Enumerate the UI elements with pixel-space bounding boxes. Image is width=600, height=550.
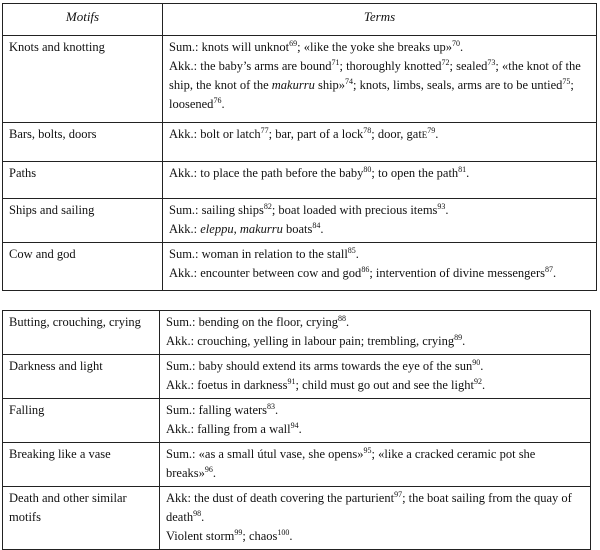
- header-motifs: Motifs: [3, 4, 163, 36]
- footnote-ref: 100: [277, 527, 290, 537]
- table-row: [3, 311, 591, 355]
- motifs-table-2: [2, 310, 591, 550]
- footnote-ref: 79: [427, 125, 436, 135]
- terms-line: [166, 357, 584, 376]
- terms-text: Sum.: «as a small útul vase, she opens»: [166, 447, 364, 461]
- terms-line: [169, 201, 590, 220]
- motif-cell: Cow and god: [3, 243, 163, 291]
- terms-cell: [160, 487, 591, 550]
- table-row: [3, 443, 591, 487]
- terms-line: [166, 527, 584, 546]
- motif-cell: Falling: [3, 399, 160, 443]
- terms-line: [166, 376, 584, 395]
- motif-cell: Knots and knotting: [3, 36, 163, 123]
- terms-cell: [160, 399, 591, 443]
- terms-text: .: [298, 422, 302, 436]
- terms-text: ; intervention of divine messengers: [369, 266, 545, 280]
- footnote-ref: 74: [345, 76, 354, 86]
- terms-text: Sum.: falling waters: [166, 403, 268, 417]
- terms-line: [169, 220, 590, 239]
- footnote-ref: 93: [437, 201, 446, 211]
- footnote-ref: 97: [394, 489, 403, 499]
- footnote-ref: 83: [267, 401, 276, 411]
- motif-cell: Death and other similar motifs: [3, 487, 160, 550]
- italic-term: makurru: [271, 78, 315, 92]
- terms-text: ; the boat sailing from the quay of death: [166, 491, 572, 524]
- terms-text: ; thoroughly knotted: [339, 59, 442, 73]
- motif-cell: Breaking like a vase: [3, 443, 160, 487]
- table-row: [3, 123, 597, 162]
- footnote-ref: 85: [347, 245, 356, 255]
- footnote-ref: 90: [472, 357, 481, 367]
- terms-text: ; sealed: [449, 59, 488, 73]
- small-caps-text: e: [421, 127, 428, 141]
- terms-text: ; boat loaded with precious items: [271, 203, 438, 217]
- terms-line: [169, 245, 590, 264]
- terms-text: .: [221, 97, 225, 111]
- footnote-ref: 89: [454, 332, 463, 342]
- terms-text: ; knots, limbs, seals, arms are to be untied: [353, 78, 563, 92]
- footnote-ref: 88: [338, 313, 347, 323]
- terms-line: [169, 164, 590, 183]
- footnote-ref: 92: [473, 376, 482, 386]
- footnote-ref: 77: [260, 125, 269, 135]
- terms-text: Sum.: bending on the floor, crying: [166, 315, 339, 329]
- terms-text: .: [481, 378, 486, 392]
- terms-line: [166, 420, 584, 439]
- motif-cell: Butting, crouching, crying: [3, 311, 160, 355]
- terms-text: boats: [282, 222, 313, 236]
- terms-line: [169, 57, 590, 114]
- table-row: [3, 487, 591, 550]
- footnote-ref: 96: [204, 464, 213, 474]
- terms-text: .: [435, 127, 439, 141]
- motifs-table-1: [2, 3, 597, 291]
- terms-text: Akk.: the baby’s arms are bound: [169, 59, 332, 73]
- terms-text: Akk: the dust of death covering the parturient: [166, 491, 395, 505]
- footnote-ref: 81: [458, 164, 467, 174]
- motif-cell: Bars, bolts, doors: [3, 123, 163, 162]
- table-row: [3, 162, 597, 199]
- italic-term: eleppu, makurru: [200, 222, 283, 236]
- table-row: [3, 243, 597, 291]
- table-row: [3, 355, 591, 399]
- terms-text: ; to open the path: [371, 166, 459, 180]
- table-row: [3, 399, 591, 443]
- terms-text: ; «the knot of the ship, the knot of the: [169, 59, 581, 92]
- terms-text: .: [445, 203, 449, 217]
- terms-text: ; child must go out and see the light: [295, 378, 474, 392]
- terms-text: Akk.: falling from a wall: [166, 422, 291, 436]
- motif-cell: Ships and sailing: [3, 199, 163, 243]
- terms-line: [169, 125, 590, 144]
- footnote-ref: 73: [487, 57, 496, 67]
- terms-text: .: [201, 510, 205, 524]
- terms-text: Violent storm: [166, 529, 235, 543]
- terms-text: Sum.: knots will unknot: [169, 40, 290, 54]
- terms-cell: [163, 36, 597, 123]
- footnote-ref: 95: [363, 445, 372, 455]
- motif-cell: Paths: [3, 162, 163, 199]
- terms-cell: [163, 199, 597, 243]
- table-row: [3, 36, 597, 123]
- footnote-ref: 71: [331, 57, 340, 67]
- terms-text: .: [275, 403, 279, 417]
- terms-line: [166, 445, 584, 483]
- terms-text: ; «like a cracked ceramic pot she breaks»: [166, 447, 536, 480]
- terms-text: Sum.: baby should extend its arms towards the eye of the sun: [166, 359, 473, 373]
- terms-text: ; door, gat: [371, 127, 422, 141]
- terms-text: .: [212, 466, 216, 480]
- table-2-body: [3, 311, 591, 550]
- terms-cell: [163, 162, 597, 199]
- terms-text: Akk.: bolt or latch: [169, 127, 261, 141]
- terms-text: Akk.:: [169, 222, 201, 236]
- footnote-ref: 86: [361, 264, 370, 274]
- terms-text: .: [289, 529, 293, 543]
- terms-cell: [160, 443, 591, 487]
- terms-text: Sum.: sailing ships: [169, 203, 264, 217]
- terms-text: .: [346, 315, 350, 329]
- terms-text: .: [459, 40, 464, 54]
- footnote-ref: 84: [312, 220, 321, 230]
- footnote-ref: 78: [363, 125, 372, 135]
- terms-line: [166, 332, 584, 351]
- footnote-ref: 72: [441, 57, 450, 67]
- table-1-body: [3, 36, 597, 291]
- terms-line: [166, 401, 584, 420]
- terms-text: ; loosened: [169, 78, 574, 111]
- terms-text: ; «like the yoke she breaks up»: [297, 40, 452, 54]
- terms-text: Akk.: to place the path before the baby: [169, 166, 364, 180]
- terms-text: .: [462, 334, 466, 348]
- terms-text: .: [552, 266, 557, 280]
- terms-line: [169, 264, 590, 283]
- table-header-row: [3, 4, 597, 36]
- terms-text: .: [480, 359, 484, 373]
- footnote-ref: 98: [193, 508, 202, 518]
- terms-line: [166, 313, 584, 332]
- terms-cell: [160, 311, 591, 355]
- footnote-ref: 99: [234, 527, 243, 537]
- terms-text: .: [466, 166, 470, 180]
- terms-text: .: [320, 222, 324, 236]
- footnote-ref: 75: [562, 76, 571, 86]
- footnote-ref: 87: [544, 264, 553, 274]
- terms-text: .: [355, 247, 359, 261]
- terms-text: Akk.: encounter between cow and god: [169, 266, 362, 280]
- header-terms: Terms: [163, 4, 597, 36]
- terms-text: Akk.: foetus in darkness: [166, 378, 288, 392]
- terms-cell: [163, 243, 597, 291]
- footnote-ref: 82: [263, 201, 272, 211]
- terms-cell: [160, 355, 591, 399]
- table-row: [3, 199, 597, 243]
- terms-text: ship»: [314, 78, 346, 92]
- motif-cell: Darkness and light: [3, 355, 160, 399]
- terms-text: Sum.: woman in relation to the stall: [169, 247, 348, 261]
- footnote-ref: 69: [289, 38, 298, 48]
- terms-line: [166, 489, 584, 527]
- footnote-ref: 91: [287, 376, 296, 386]
- footnote-ref: 80: [363, 164, 372, 174]
- footnote-ref: 94: [290, 420, 299, 430]
- terms-text: ; bar, part of a lock: [268, 127, 364, 141]
- terms-text: ; chaos: [242, 529, 278, 543]
- terms-line: [169, 38, 590, 57]
- footnote-ref: 70: [451, 38, 460, 48]
- footnote-ref: 76: [213, 95, 222, 105]
- terms-text: Akk.: crouching, yelling in labour pain; trembling, crying: [166, 334, 455, 348]
- terms-cell: [163, 123, 597, 162]
